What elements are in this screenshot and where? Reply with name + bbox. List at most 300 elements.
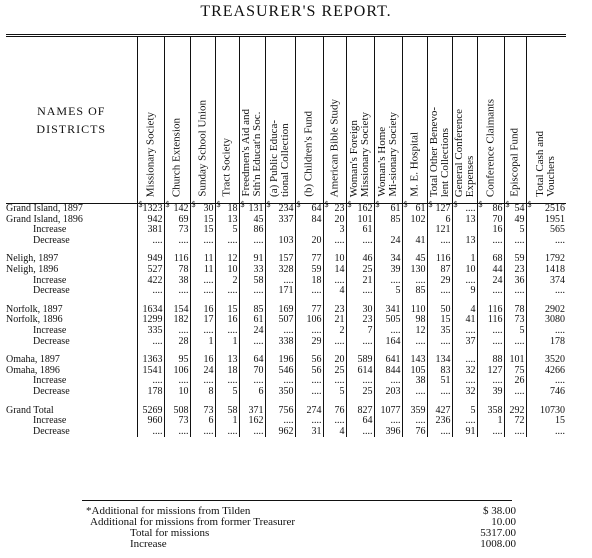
table-cell: .... <box>215 286 239 297</box>
table-cell: 2 <box>323 326 346 337</box>
table-cell: 45 <box>239 215 265 226</box>
table-cell: 78 <box>504 305 526 316</box>
table-cell: 87 <box>427 265 452 276</box>
table-cell: 422 <box>137 276 164 287</box>
table-cell: 942 <box>137 215 164 226</box>
table-cell: 86 <box>239 225 265 236</box>
table-cell <box>402 246 427 254</box>
table-cell: 36 <box>504 276 526 287</box>
table-cell: 33 <box>239 265 265 276</box>
dollar-sign: $ <box>347 200 352 209</box>
table-cell: 95 <box>164 355 190 366</box>
names-of-districts-header <box>6 36 137 204</box>
district-name: Decrease <box>33 426 70 437</box>
table-cell: 1634 <box>137 305 164 316</box>
table-cell: .... <box>452 355 477 366</box>
table-cell <box>215 347 239 355</box>
table-row <box>6 265 566 276</box>
table-cell: .... <box>137 286 164 297</box>
table-cell: .... <box>295 376 323 387</box>
table-cell <box>477 297 504 305</box>
table-cell <box>164 246 190 254</box>
table-cell: 507 <box>265 315 295 326</box>
table-cell: .... <box>239 337 265 348</box>
table-cell: 39 <box>374 265 402 276</box>
column-header-label: Episcopal Fund <box>508 128 521 197</box>
table-cell: .... <box>402 337 427 348</box>
table-cell: 101 <box>504 355 526 366</box>
table-cell: .... <box>265 416 295 427</box>
table-cell: 91 <box>239 254 265 265</box>
district-name: Norfolk, 1896 <box>6 315 63 326</box>
table-cell: 116 <box>477 305 504 316</box>
table-cell: 4 <box>323 427 346 438</box>
table-row <box>6 416 566 427</box>
table-cell: 5 <box>504 326 526 337</box>
table-cell: .... <box>346 427 374 438</box>
table-cell <box>137 398 164 406</box>
table-cell: .... <box>239 286 265 297</box>
table-cell: 949 <box>137 254 164 265</box>
table-cell: 46 <box>346 254 374 265</box>
table-cell: 70 <box>477 215 504 226</box>
table-cell: 34 <box>374 254 402 265</box>
table-cell: 236 <box>427 416 452 427</box>
table-cell: 10 <box>323 254 346 265</box>
column-header-label: (b) Children's Fund <box>302 111 315 197</box>
table-cell <box>265 297 295 305</box>
table-cell: 64 <box>239 355 265 366</box>
table-row <box>6 286 566 297</box>
table-cell: .... <box>346 376 374 387</box>
table-cell: 12 <box>215 254 239 265</box>
table-cell <box>427 398 452 406</box>
table-cell: 85 <box>402 286 427 297</box>
table-cell <box>402 398 427 406</box>
table-cell: 5 <box>215 225 239 236</box>
table-cell: 24 <box>374 236 402 247</box>
table-cell: 38 <box>164 276 190 287</box>
dollar-sign: $ <box>527 200 532 209</box>
district-name: Neligh, 1897 <box>6 254 59 265</box>
table-cell <box>190 297 215 305</box>
table-cell: 15 <box>526 416 566 427</box>
column-header-label: M. E. Hospital <box>408 132 420 197</box>
table-cell: 5 <box>215 387 239 398</box>
table-cell: .... <box>427 337 452 348</box>
table-cell: .... <box>215 376 239 387</box>
table-cell: .... <box>164 326 190 337</box>
table-cell: 641 <box>374 355 402 366</box>
table-cell: 4 <box>452 305 477 316</box>
table-cell: .... <box>295 326 323 337</box>
table-cell: 59 <box>295 265 323 276</box>
table-cell: .... <box>265 276 295 287</box>
table-cell: 70 <box>239 366 265 377</box>
table-cell: 49 <box>504 215 526 226</box>
footer-row <box>130 539 530 550</box>
table-cell: .... <box>215 236 239 247</box>
table-cell <box>323 398 346 406</box>
table-cell: 5 <box>323 387 346 398</box>
table-cell: 23 <box>346 315 374 326</box>
table-cell: 15 <box>190 225 215 236</box>
table-cell <box>477 246 504 254</box>
table-cell: 756 <box>265 406 295 417</box>
table-cell: .... <box>164 236 190 247</box>
table-cell: 157 <box>265 254 295 265</box>
table-cell <box>526 398 566 406</box>
table-cell <box>137 347 164 355</box>
table-cell <box>164 297 190 305</box>
table-cell <box>374 297 402 305</box>
table-cell: 56 <box>295 366 323 377</box>
table-cell: 116 <box>477 315 504 326</box>
column-header-label: (a) Public Educa- tional Collection <box>268 120 291 197</box>
table-cell: .... <box>323 337 346 348</box>
footer-value: 5317.00 <box>480 527 516 539</box>
table-cell: 23 <box>504 265 526 276</box>
table-cell: 2516 <box>526 204 566 215</box>
table-cell: 44 <box>477 265 504 276</box>
table-cell <box>295 347 323 355</box>
table-cell: 614 <box>346 366 374 377</box>
table-cell: .... <box>477 286 504 297</box>
table-cell <box>427 297 452 305</box>
district-name: Decrease <box>33 336 70 347</box>
column-header-label: Church Extension <box>170 117 183 197</box>
district-name: Increase <box>33 225 67 236</box>
table-cell: 427 <box>427 406 452 417</box>
table-cell: .... <box>137 236 164 247</box>
table-cell: .... <box>346 337 374 348</box>
table-cell: 23 <box>323 204 346 215</box>
district-name: Decrease <box>33 386 70 397</box>
dollar-sign: $ <box>296 200 301 209</box>
table-cell: 56 <box>295 355 323 366</box>
table-cell: 131 <box>239 204 265 215</box>
table-cell: 15 <box>190 215 215 226</box>
table-cell: .... <box>346 286 374 297</box>
table-cell: .... <box>190 326 215 337</box>
table-cell: 20 <box>295 236 323 247</box>
table-cell: .... <box>190 376 215 387</box>
table-cell <box>374 225 402 236</box>
dollar-sign: $ <box>428 200 433 209</box>
district-name: Decrease <box>33 286 70 297</box>
table-cell: 16 <box>215 315 239 326</box>
table-cell: 106 <box>164 366 190 377</box>
column-header-label: Missionary Society <box>144 111 156 197</box>
table-cell: .... <box>477 376 504 387</box>
table-cell: .... <box>190 427 215 438</box>
table-cell <box>190 398 215 406</box>
table-body <box>6 204 566 438</box>
table-cell: 1 <box>477 416 504 427</box>
table-cell <box>295 246 323 254</box>
table-cell: .... <box>239 236 265 247</box>
table-cell: 5 <box>452 406 477 417</box>
table-cell <box>295 297 323 305</box>
district-name: Increase <box>33 416 67 427</box>
table-cell: .... <box>190 286 215 297</box>
table-cell: .... <box>295 416 323 427</box>
table-cell: .... <box>323 416 346 427</box>
table-cell <box>427 347 452 355</box>
table-cell: .... <box>477 337 504 348</box>
district-name <box>6 347 137 355</box>
table-cell: 4266 <box>526 366 566 377</box>
table-row <box>6 276 566 287</box>
table-cell: 110 <box>402 305 427 316</box>
table-cell: 142 <box>164 204 190 215</box>
table-cell: 35 <box>427 326 452 337</box>
table-cell: 589 <box>346 355 374 366</box>
table-cell: 508 <box>164 406 190 417</box>
dollar-sign: $ <box>240 200 245 209</box>
table-cell: 23 <box>323 305 346 316</box>
table-cell: 16 <box>477 225 504 236</box>
table-cell: .... <box>452 326 477 337</box>
table-cell <box>215 246 239 254</box>
table-cell: 69 <box>164 215 190 226</box>
district-name: Neligh, 1896 <box>6 264 59 275</box>
table-cell: 77 <box>295 305 323 316</box>
table-cell: 127 <box>477 366 504 377</box>
table-cell: 1 <box>190 337 215 348</box>
dollar-sign: $ <box>505 200 510 209</box>
column-header <box>452 36 477 209</box>
table-cell: 77 <box>295 254 323 265</box>
table-row <box>6 326 566 337</box>
table-cell <box>239 347 265 355</box>
table-cell: .... <box>374 376 402 387</box>
table-cell <box>402 225 427 236</box>
table-cell: .... <box>137 376 164 387</box>
table-cell <box>295 398 323 406</box>
table-cell: .... <box>265 376 295 387</box>
column-header-row <box>6 36 566 204</box>
table-cell <box>346 297 374 305</box>
table-cell <box>346 246 374 254</box>
treasurer-report-table <box>6 34 566 437</box>
table-cell: .... <box>164 427 190 438</box>
table-cell <box>526 297 566 305</box>
table-cell: 127 <box>427 204 452 215</box>
table-cell: 1792 <box>526 254 566 265</box>
table-cell: 13 <box>452 236 477 247</box>
table-cell: .... <box>452 204 477 215</box>
table-cell: 1418 <box>526 265 566 276</box>
table-cell: 38 <box>402 376 427 387</box>
table-cell: 960 <box>137 416 164 427</box>
dollar-sign: $ <box>324 200 329 209</box>
table-cell <box>504 246 526 254</box>
district-name: Grand Island, 1896 <box>6 214 83 225</box>
table-cell: 196 <box>265 355 295 366</box>
table-cell: 30 <box>346 305 374 316</box>
table-cell: .... <box>374 416 402 427</box>
table-cell: 1 <box>452 254 477 265</box>
table-cell: .... <box>526 376 566 387</box>
table-cell <box>452 347 477 355</box>
footer-label: *Additional for missions from Tilden <box>86 505 251 517</box>
table-cell: 169 <box>265 305 295 316</box>
table-cell: 8 <box>190 387 215 398</box>
table-cell: 505 <box>374 315 402 326</box>
table-row <box>6 225 566 236</box>
table-cell <box>402 347 427 355</box>
table-cell: .... <box>452 416 477 427</box>
table-row <box>6 376 566 387</box>
table-cell: 28 <box>164 337 190 348</box>
table-cell: 116 <box>427 254 452 265</box>
table-cell: 1363 <box>137 355 164 366</box>
table-cell: 565 <box>526 225 566 236</box>
table-row <box>6 254 566 265</box>
table-cell: 1 <box>215 337 239 348</box>
column-header-label: Woman's Foreign Missionary Society <box>348 111 371 197</box>
table-row <box>6 315 566 326</box>
table-cell: 14 <box>323 265 346 276</box>
table-cell <box>374 398 402 406</box>
table-cell <box>526 246 566 254</box>
table-cell: .... <box>239 427 265 438</box>
report-title: TREASURER'S REPORT. <box>200 3 392 20</box>
table-cell: 381 <box>137 225 164 236</box>
table-cell: 73 <box>190 406 215 417</box>
spacer-row <box>6 297 566 305</box>
table-cell: 358 <box>477 406 504 417</box>
table-cell: 10 <box>452 265 477 276</box>
table-cell: 2902 <box>526 305 566 316</box>
table-cell <box>477 398 504 406</box>
table-cell: 41 <box>452 315 477 326</box>
dollar-sign: $ <box>478 200 483 209</box>
table-cell: 350 <box>265 387 295 398</box>
table-cell: 2 <box>215 276 239 287</box>
table-cell: 18 <box>215 366 239 377</box>
table-cell: 39 <box>477 387 504 398</box>
table-cell: 85 <box>374 215 402 226</box>
table-cell: 5 <box>504 225 526 236</box>
table-cell: .... <box>164 286 190 297</box>
table-cell: 16 <box>190 355 215 366</box>
spacer-row <box>6 246 566 254</box>
table-cell: 61 <box>374 204 402 215</box>
table-cell: 84 <box>295 215 323 226</box>
table-cell: 3520 <box>526 355 566 366</box>
dollar-sign: $ <box>191 200 196 209</box>
table-cell: 12 <box>402 326 427 337</box>
table-cell: 9 <box>452 286 477 297</box>
table-cell: 88 <box>477 355 504 366</box>
table-cell: .... <box>427 286 452 297</box>
table-cell: 18 <box>295 276 323 287</box>
table-cell: .... <box>427 387 452 398</box>
table-cell <box>452 398 477 406</box>
table-cell: .... <box>323 276 346 287</box>
table-cell <box>239 398 265 406</box>
table-cell: .... <box>504 236 526 247</box>
table-cell: .... <box>402 276 427 287</box>
column-header-label: Tract Society <box>220 138 233 197</box>
table-cell <box>346 347 374 355</box>
table-cell: 3 <box>323 225 346 236</box>
column-header-label: Total Cash and Vouchers <box>534 131 558 197</box>
table-cell: 5269 <box>137 406 164 417</box>
table-cell: .... <box>477 326 504 337</box>
table-cell: 164 <box>374 337 402 348</box>
table-cell: .... <box>137 427 164 438</box>
table-cell: 338 <box>265 337 295 348</box>
table-cell: 54 <box>504 204 526 215</box>
table-cell: 130 <box>402 265 427 276</box>
district-name: Grand Island, 1897 <box>6 203 83 214</box>
table-cell: 64 <box>346 416 374 427</box>
table-cell: 371 <box>239 406 265 417</box>
table-cell: 68 <box>477 254 504 265</box>
table-cell: 102 <box>402 215 427 226</box>
table-row <box>6 215 566 226</box>
table-cell: 6 <box>190 416 215 427</box>
table-cell: .... <box>374 276 402 287</box>
table-cell <box>164 347 190 355</box>
table-cell: 78 <box>164 265 190 276</box>
table-cell: 24 <box>190 366 215 377</box>
table-cell: 21 <box>346 276 374 287</box>
table-cell: 16 <box>190 305 215 316</box>
district-name: Increase <box>33 275 67 286</box>
table-cell: 58 <box>215 406 239 417</box>
footer-label: Additional for missions from former Treasurer <box>90 516 295 528</box>
table-cell: .... <box>323 236 346 247</box>
table-cell <box>265 225 295 236</box>
dollar-sign: $ <box>165 200 170 209</box>
table-cell: 50 <box>427 305 452 316</box>
table-cell: 51 <box>427 376 452 387</box>
table-row <box>6 406 566 417</box>
names-of-districts-label: NAMES OF DISTRICTS <box>36 104 107 136</box>
table-cell: .... <box>526 286 566 297</box>
table-cell: .... <box>504 427 526 438</box>
table-cell: 374 <box>526 276 566 287</box>
dollar-sign: $ <box>375 200 380 209</box>
table-cell: 396 <box>374 427 402 438</box>
table-cell: .... <box>215 427 239 438</box>
table-cell: 203 <box>374 387 402 398</box>
column-header-label: Freedmen's Aid and Sth'n Educat'n Soc. <box>240 109 263 197</box>
footer-value: $ 38.00 <box>483 505 516 517</box>
table-cell <box>427 246 452 254</box>
table-cell: .... <box>137 337 164 348</box>
table-cell: 337 <box>265 215 295 226</box>
table-cell: 121 <box>427 225 452 236</box>
table-cell: 143 <box>402 355 427 366</box>
table-cell: 76 <box>323 406 346 417</box>
table-cell: 73 <box>164 416 190 427</box>
table-cell: 3080 <box>526 315 566 326</box>
table-cell: .... <box>427 427 452 438</box>
table-cell: 18 <box>215 204 239 215</box>
table-cell: 26 <box>504 376 526 387</box>
table-cell <box>374 246 402 254</box>
table-cell: 41 <box>402 236 427 247</box>
table-cell: 30 <box>190 204 215 215</box>
dollar-sign: $ <box>216 200 221 209</box>
dollar-sign: $ <box>453 200 458 209</box>
footer-value: 10.00 <box>491 516 516 528</box>
